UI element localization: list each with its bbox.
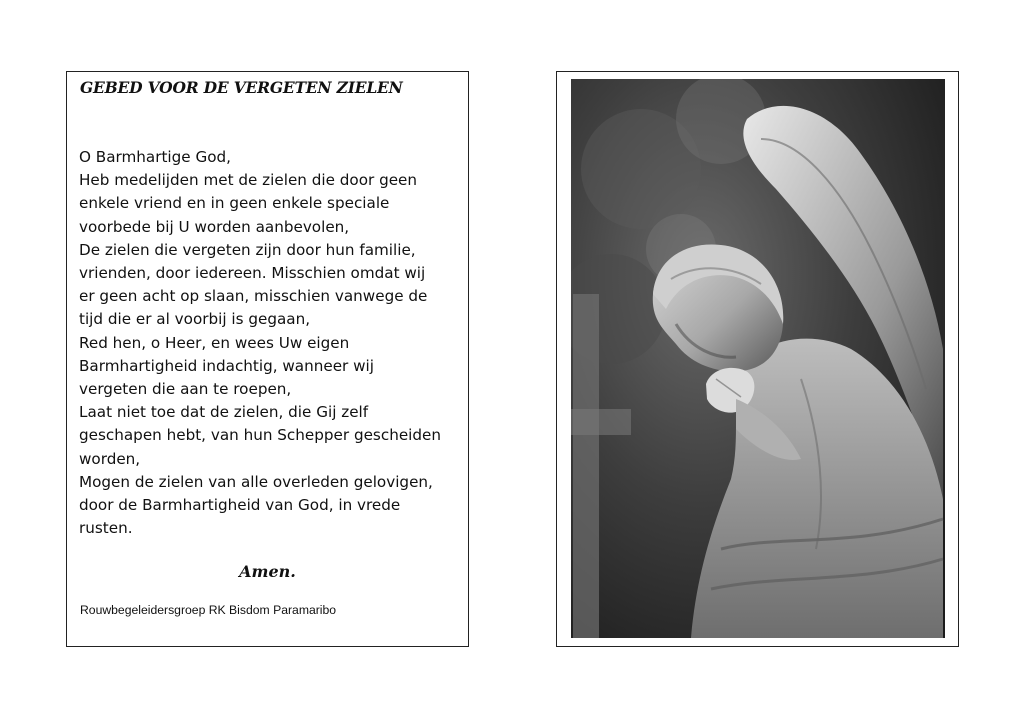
- prayer-line: vergeten die aan te roepen,: [79, 380, 292, 399]
- prayer-line: door de Barmhartigheid van God, in vrede: [79, 496, 401, 515]
- angel-statue-photo: [571, 79, 945, 638]
- prayer-line: enkele vriend en in geen enkele speciale: [79, 194, 390, 213]
- prayer-line: geschapen hebt, van hun Schepper gescheiden: [79, 426, 441, 445]
- prayer-line: er geen acht op slaan, misschien vanwege de: [79, 287, 428, 306]
- photo-card: [556, 71, 959, 647]
- prayer-body: [79, 146, 464, 540]
- amen-text: Amen.: [239, 562, 296, 581]
- prayer-line: Heb medelijden met de zielen die door geen: [79, 171, 418, 190]
- prayer-line: worden,: [79, 449, 141, 468]
- prayer-line: De zielen die vergeten zijn door hun familie,: [79, 240, 416, 259]
- prayer-card: [66, 71, 469, 647]
- prayer-line: Mogen de zielen van alle overleden gelovigen,: [79, 472, 433, 491]
- angel-statue-image: [571, 79, 945, 638]
- prayer-line: Laat niet toe dat de zielen, die Gij zelf: [79, 403, 369, 422]
- prayer-line: vrienden, door iedereen. Misschien omdat wij: [79, 264, 426, 283]
- signature: Rouwbegeleidersgroep RK Bisdom Paramaribo: [80, 603, 337, 617]
- prayer-line: Barmhartigheid indachtig, wanneer wij: [79, 356, 374, 375]
- prayer-line: Red hen, o Heer, en wees Uw eigen: [79, 333, 350, 352]
- prayer-line: rusten.: [79, 519, 133, 538]
- prayer-line: tijd die er al voorbij is gegaan,: [79, 310, 311, 329]
- prayer-line: voorbede bij U worden aanbevolen,: [79, 217, 350, 236]
- prayer-line: O Barmhartige God,: [79, 148, 231, 166]
- prayer-title: GEBED VOOR DE VERGETEN ZIELEN: [80, 78, 403, 97]
